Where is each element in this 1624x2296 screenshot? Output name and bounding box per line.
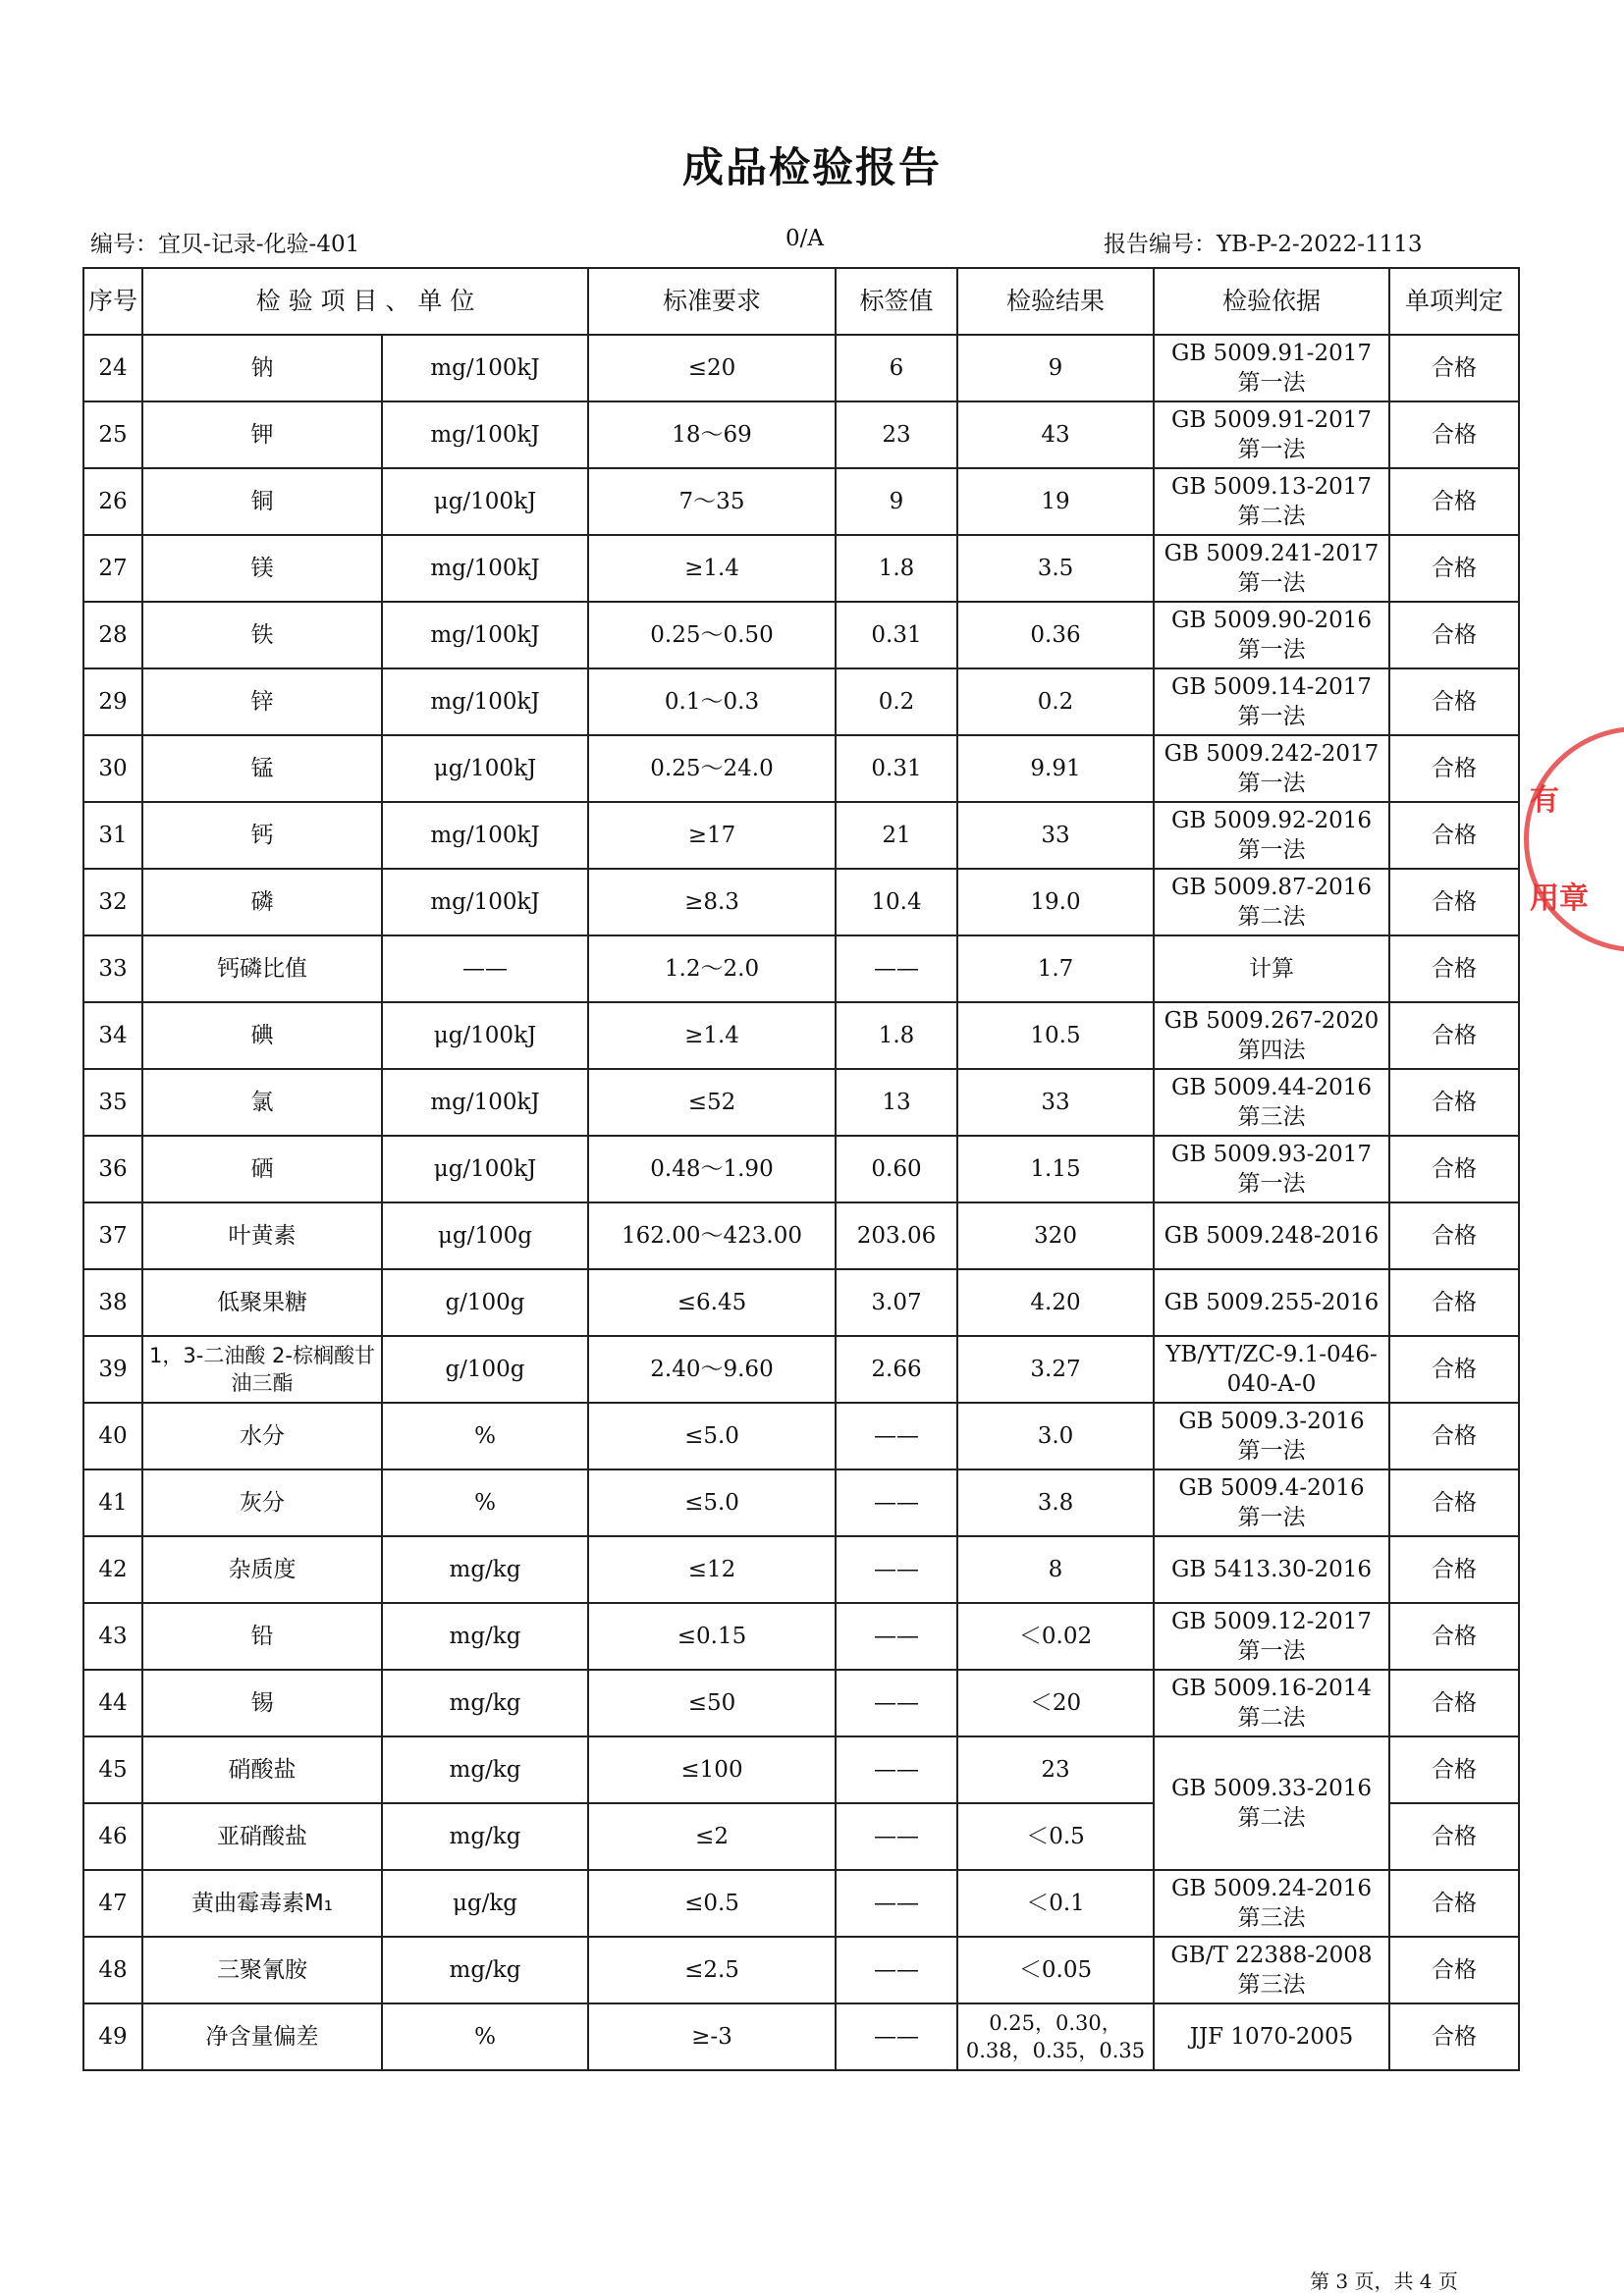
method-line: 第一法 bbox=[1237, 837, 1306, 863]
row-item: 铅 bbox=[142, 1603, 382, 1670]
table-row bbox=[83, 535, 1519, 602]
row-verdict: 合格 bbox=[1389, 1469, 1519, 1536]
row-unit: mg/100kJ bbox=[382, 335, 588, 401]
row-method bbox=[1154, 1536, 1389, 1603]
row-unit: mg/100kJ bbox=[382, 401, 588, 468]
row-result: 19.0 bbox=[957, 869, 1154, 935]
method-line: 计算 bbox=[1249, 956, 1294, 982]
row-label-value: 13 bbox=[836, 1069, 957, 1136]
stamp-text-lower: 用章 bbox=[1530, 881, 1589, 916]
row-method bbox=[1154, 1403, 1389, 1469]
row-item: 硒 bbox=[142, 1136, 382, 1202]
row-result: ＜0.05 bbox=[957, 1937, 1154, 2003]
row-method bbox=[1154, 468, 1389, 535]
row-method bbox=[1154, 1002, 1389, 1069]
row-standard: ≤2 bbox=[588, 1803, 836, 1870]
row-seq: 35 bbox=[83, 1069, 142, 1136]
row-standard: 0.25～24.0 bbox=[588, 735, 836, 802]
row-label-value: —— bbox=[836, 1937, 957, 2003]
row-label-value: 0.2 bbox=[836, 668, 957, 735]
row-standard: 7～35 bbox=[588, 468, 836, 535]
row-unit: μg/100kJ bbox=[382, 468, 588, 535]
table-row bbox=[83, 602, 1519, 668]
header-verdict: 单项判定 bbox=[1389, 268, 1519, 335]
row-unit: —— bbox=[382, 935, 588, 1002]
row-unit: μg/kg bbox=[382, 1870, 588, 1937]
row-method bbox=[1154, 335, 1389, 401]
row-seq: 24 bbox=[83, 335, 142, 401]
row-method bbox=[1154, 1603, 1389, 1670]
method-line: GB 5009.13-2017 bbox=[1170, 474, 1372, 500]
method-line: 第二法 bbox=[1237, 1805, 1306, 1831]
header-method: 检验依据 bbox=[1154, 268, 1389, 335]
row-result: 0.2 bbox=[957, 668, 1154, 735]
table-row bbox=[83, 1736, 1519, 1803]
row-seq: 40 bbox=[83, 1403, 142, 1469]
row-result: 23 bbox=[957, 1736, 1154, 1803]
row-method bbox=[1154, 602, 1389, 668]
row-verdict: 合格 bbox=[1389, 602, 1519, 668]
row-item: 硝酸盐 bbox=[142, 1736, 382, 1803]
row-method bbox=[1154, 668, 1389, 735]
row-verdict: 合格 bbox=[1389, 869, 1519, 935]
row-standard: ≤6.45 bbox=[588, 1269, 836, 1336]
row-result: 8 bbox=[957, 1536, 1154, 1603]
row-standard: ≤0.5 bbox=[588, 1870, 836, 1937]
table-row bbox=[83, 468, 1519, 535]
row-standard: ≥-3 bbox=[588, 2003, 836, 2070]
method-line: 第一法 bbox=[1237, 570, 1306, 596]
table-row bbox=[83, 1870, 1519, 1937]
row-label-value: —— bbox=[836, 1803, 957, 1870]
row-label-value: 0.31 bbox=[836, 602, 957, 668]
row-unit: mg/kg bbox=[382, 1670, 588, 1736]
row-seq: 48 bbox=[83, 1937, 142, 2003]
table-row bbox=[83, 1136, 1519, 1202]
row-label-value: 21 bbox=[836, 802, 957, 869]
row-seq: 43 bbox=[83, 1603, 142, 1670]
method-line: GB 5009.255-2016 bbox=[1164, 1290, 1380, 1315]
table-row bbox=[83, 1603, 1519, 1670]
row-item: 铁 bbox=[142, 602, 382, 668]
row-item: 碘 bbox=[142, 1002, 382, 1069]
report-title: 成品检验报告 bbox=[681, 143, 942, 191]
row-item: 铜 bbox=[142, 468, 382, 535]
row-method bbox=[1154, 401, 1389, 468]
method-line: GB/T 22388-2008 bbox=[1170, 1943, 1373, 1968]
row-verdict: 合格 bbox=[1389, 1803, 1519, 1870]
row-item: 净含量偏差 bbox=[142, 2003, 382, 2070]
row-result: 10.5 bbox=[957, 1002, 1154, 1069]
row-unit: g/100g bbox=[382, 1336, 588, 1403]
row-standard: 1.2～2.0 bbox=[588, 935, 836, 1002]
row-method bbox=[1154, 1136, 1389, 1202]
row-verdict: 合格 bbox=[1389, 668, 1519, 735]
row-unit: mg/kg bbox=[382, 1603, 588, 1670]
method-line: GB 5009.248-2016 bbox=[1164, 1223, 1380, 1249]
row-method bbox=[1154, 1736, 1389, 1870]
row-result: ＜20 bbox=[957, 1670, 1154, 1736]
header-label: 标签值 bbox=[836, 268, 957, 335]
row-result: 33 bbox=[957, 802, 1154, 869]
table-row bbox=[83, 1670, 1519, 1736]
row-seq: 37 bbox=[83, 1202, 142, 1269]
method-line: 第一法 bbox=[1237, 1505, 1306, 1530]
table-row bbox=[83, 2003, 1519, 2070]
table-row bbox=[83, 735, 1519, 802]
row-standard: ≤52 bbox=[588, 1069, 836, 1136]
row-method bbox=[1154, 1202, 1389, 1269]
method-line: 第四法 bbox=[1237, 1038, 1306, 1063]
method-line: GB 5009.91-2017 bbox=[1170, 341, 1372, 366]
row-seq: 31 bbox=[83, 802, 142, 869]
report-number: 报告编号：YB-P-2-2022-1113 bbox=[1104, 232, 1423, 257]
row-verdict: 合格 bbox=[1389, 1269, 1519, 1336]
method-line: 第三法 bbox=[1237, 1905, 1306, 1931]
row-item: 镁 bbox=[142, 535, 382, 602]
method-line: JJF 1070-2005 bbox=[1189, 2024, 1354, 2050]
row-method bbox=[1154, 1336, 1389, 1403]
row-method bbox=[1154, 2003, 1389, 2070]
row-standard: 162.00～423.00 bbox=[588, 1202, 836, 1269]
row-item: 氯 bbox=[142, 1069, 382, 1136]
row-seq: 26 bbox=[83, 468, 142, 535]
row-item: 锰 bbox=[142, 735, 382, 802]
row-label-value: 10.4 bbox=[836, 869, 957, 935]
row-standard: ≥8.3 bbox=[588, 869, 836, 935]
row-item: 灰分 bbox=[142, 1469, 382, 1536]
method-line: 第三法 bbox=[1237, 1972, 1306, 1998]
table-row bbox=[83, 802, 1519, 869]
row-seq: 44 bbox=[83, 1670, 142, 1736]
method-line: GB 5009.3-2016 bbox=[1178, 1409, 1365, 1434]
row-label-value: —— bbox=[836, 1469, 957, 1536]
document-code: 编号：宜贝-记录-化验-401 bbox=[90, 232, 360, 257]
row-seq: 25 bbox=[83, 401, 142, 468]
method-line: GB 5009.14-2017 bbox=[1170, 674, 1372, 700]
method-line: 第二法 bbox=[1237, 504, 1306, 529]
method-line: GB 5009.16-2014 bbox=[1170, 1676, 1372, 1701]
row-seq: 38 bbox=[83, 1269, 142, 1336]
row-label-value: —— bbox=[836, 1603, 957, 1670]
method-line: GB 5009.241-2017 bbox=[1164, 541, 1380, 566]
method-line: GB 5009.33-2016 bbox=[1170, 1776, 1372, 1801]
row-seq: 49 bbox=[83, 2003, 142, 2070]
row-label-value: 2.66 bbox=[836, 1336, 957, 1403]
row-verdict: 合格 bbox=[1389, 1069, 1519, 1136]
row-unit: μg/100kJ bbox=[382, 1136, 588, 1202]
row-item: 黄曲霉毒素M₁ bbox=[142, 1870, 382, 1937]
row-item: 磷 bbox=[142, 869, 382, 935]
row-verdict: 合格 bbox=[1389, 1536, 1519, 1603]
row-method bbox=[1154, 935, 1389, 1002]
row-method bbox=[1154, 735, 1389, 802]
method-line: 第二法 bbox=[1237, 904, 1306, 930]
method-line: GB 5009.92-2016 bbox=[1170, 808, 1372, 833]
row-seq: 34 bbox=[83, 1002, 142, 1069]
row-unit: μg/100kJ bbox=[382, 1002, 588, 1069]
row-label-value: —— bbox=[836, 1403, 957, 1469]
row-verdict: 合格 bbox=[1389, 335, 1519, 401]
header-result: 检验结果 bbox=[957, 268, 1154, 335]
table-row bbox=[83, 869, 1519, 935]
document-version: 0/A bbox=[785, 226, 824, 251]
row-label-value: 0.31 bbox=[836, 735, 957, 802]
row-verdict: 合格 bbox=[1389, 535, 1519, 602]
inspection-table bbox=[82, 267, 1520, 2071]
row-result: 4.20 bbox=[957, 1269, 1154, 1336]
row-label-value: —— bbox=[836, 935, 957, 1002]
row-verdict: 合格 bbox=[1389, 1336, 1519, 1403]
row-method bbox=[1154, 1937, 1389, 2003]
row-seq: 27 bbox=[83, 535, 142, 602]
row-method bbox=[1154, 869, 1389, 935]
row-unit: mg/kg bbox=[382, 1736, 588, 1803]
row-seq: 28 bbox=[83, 602, 142, 668]
row-seq: 29 bbox=[83, 668, 142, 735]
row-method bbox=[1154, 1870, 1389, 1937]
row-result: 3.5 bbox=[957, 535, 1154, 602]
row-item: 叶黄素 bbox=[142, 1202, 382, 1269]
row-result: 43 bbox=[957, 401, 1154, 468]
row-result: 3.0 bbox=[957, 1403, 1154, 1469]
row-item: 钾 bbox=[142, 401, 382, 468]
row-result: 3.27 bbox=[957, 1336, 1154, 1403]
method-line: 第一法 bbox=[1237, 771, 1306, 796]
row-result: 3.8 bbox=[957, 1469, 1154, 1536]
red-seal-stamp bbox=[1524, 726, 1624, 952]
row-item: 三聚氰胺 bbox=[142, 1937, 382, 2003]
method-line: 第一法 bbox=[1237, 1171, 1306, 1197]
row-verdict: 合格 bbox=[1389, 802, 1519, 869]
method-line: 第三法 bbox=[1237, 1104, 1306, 1130]
row-item: 1，3-二油酸 2-棕榈酸甘油三酯 bbox=[142, 1336, 382, 1403]
row-verdict: 合格 bbox=[1389, 1736, 1519, 1803]
row-verdict: 合格 bbox=[1389, 1870, 1519, 1937]
row-seq: 33 bbox=[83, 935, 142, 1002]
row-result: ＜0.5 bbox=[957, 1803, 1154, 1870]
method-line: 040-A-0 bbox=[1226, 1371, 1317, 1397]
row-unit: mg/100kJ bbox=[382, 535, 588, 602]
row-label-value: —— bbox=[836, 1870, 957, 1937]
row-item: 钙 bbox=[142, 802, 382, 869]
row-verdict: 合格 bbox=[1389, 1937, 1519, 2003]
method-line: GB 5009.93-2017 bbox=[1170, 1142, 1372, 1167]
row-seq: 42 bbox=[83, 1536, 142, 1603]
row-seq: 41 bbox=[83, 1469, 142, 1536]
row-seq: 36 bbox=[83, 1136, 142, 1202]
method-line: 第一法 bbox=[1237, 1438, 1306, 1464]
row-label-value: 3.07 bbox=[836, 1269, 957, 1336]
row-result: 0.36 bbox=[957, 602, 1154, 668]
table-row bbox=[83, 1937, 1519, 2003]
row-verdict: 合格 bbox=[1389, 1403, 1519, 1469]
row-label-value: —— bbox=[836, 2003, 957, 2070]
method-line: 第二法 bbox=[1237, 1705, 1306, 1731]
row-seq: 45 bbox=[83, 1736, 142, 1803]
table-row bbox=[83, 1469, 1519, 1536]
row-verdict: 合格 bbox=[1389, 401, 1519, 468]
row-result: 320 bbox=[957, 1202, 1154, 1269]
row-unit: mg/kg bbox=[382, 1937, 588, 2003]
row-standard: ≤50 bbox=[588, 1670, 836, 1736]
row-unit: mg/100kJ bbox=[382, 602, 588, 668]
row-result: 9.91 bbox=[957, 735, 1154, 802]
row-method bbox=[1154, 535, 1389, 602]
method-line: GB 5009.12-2017 bbox=[1170, 1609, 1372, 1634]
method-line: 第一法 bbox=[1237, 437, 1306, 462]
row-unit: mg/100kJ bbox=[382, 802, 588, 869]
row-unit: % bbox=[382, 1403, 588, 1469]
header-item-unit: 检 验 项 目 、 单 位 bbox=[142, 268, 588, 335]
row-seq: 47 bbox=[83, 1870, 142, 1937]
row-method bbox=[1154, 802, 1389, 869]
row-label-value: 203.06 bbox=[836, 1202, 957, 1269]
page-footer: 第 3 页，共 4 页 bbox=[1310, 2269, 1458, 2293]
row-label-value: —— bbox=[836, 1536, 957, 1603]
row-label-value: 9 bbox=[836, 468, 957, 535]
row-result: 19 bbox=[957, 468, 1154, 535]
row-label-value: 6 bbox=[836, 335, 957, 401]
row-verdict: 合格 bbox=[1389, 735, 1519, 802]
row-standard: ≤100 bbox=[588, 1736, 836, 1803]
row-standard: 18～69 bbox=[588, 401, 836, 468]
row-item: 低聚果糖 bbox=[142, 1269, 382, 1336]
row-standard: ≥17 bbox=[588, 802, 836, 869]
row-result: 1.7 bbox=[957, 935, 1154, 1002]
method-line: 第一法 bbox=[1237, 704, 1306, 729]
table-row bbox=[83, 1536, 1519, 1603]
row-label-value: 23 bbox=[836, 401, 957, 468]
method-line: GB 5009.242-2017 bbox=[1164, 741, 1380, 767]
row-unit: mg/100kJ bbox=[382, 1069, 588, 1136]
row-standard: 0.1～0.3 bbox=[588, 668, 836, 735]
row-standard: 2.40～9.60 bbox=[588, 1336, 836, 1403]
row-verdict: 合格 bbox=[1389, 468, 1519, 535]
row-verdict: 合格 bbox=[1389, 935, 1519, 1002]
method-line: GB 5009.87-2016 bbox=[1170, 875, 1372, 900]
row-method bbox=[1154, 1469, 1389, 1536]
table-row bbox=[83, 1269, 1519, 1336]
row-seq: 39 bbox=[83, 1336, 142, 1403]
table-row bbox=[83, 1069, 1519, 1136]
table-row bbox=[83, 1202, 1519, 1269]
row-unit: g/100g bbox=[382, 1269, 588, 1336]
row-item: 亚硝酸盐 bbox=[142, 1803, 382, 1870]
method-line: 第一法 bbox=[1237, 370, 1306, 396]
method-line: 第一法 bbox=[1237, 1638, 1306, 1664]
row-standard: ≤2.5 bbox=[588, 1937, 836, 2003]
row-item: 杂质度 bbox=[142, 1536, 382, 1603]
row-result: 1.15 bbox=[957, 1136, 1154, 1202]
row-unit: mg/100kJ bbox=[382, 668, 588, 735]
row-standard: ≥1.4 bbox=[588, 535, 836, 602]
method-line: GB 5413.30-2016 bbox=[1170, 1557, 1372, 1582]
row-unit: μg/100kJ bbox=[382, 735, 588, 802]
table-row bbox=[83, 1403, 1519, 1469]
method-line: GB 5009.24-2016 bbox=[1170, 1876, 1372, 1901]
row-standard: 0.25～0.50 bbox=[588, 602, 836, 668]
row-result: 33 bbox=[957, 1069, 1154, 1136]
header-seq: 序号 bbox=[83, 268, 142, 335]
row-standard: ≤0.15 bbox=[588, 1603, 836, 1670]
row-result: 9 bbox=[957, 335, 1154, 401]
row-standard: ≤5.0 bbox=[588, 1469, 836, 1536]
stamp-text-upper: 有 bbox=[1530, 783, 1559, 818]
row-method bbox=[1154, 1269, 1389, 1336]
row-unit: mg/100kJ bbox=[382, 869, 588, 935]
row-result: ＜0.02 bbox=[957, 1603, 1154, 1670]
row-item: 水分 bbox=[142, 1403, 382, 1469]
method-line: GB 5009.44-2016 bbox=[1170, 1075, 1372, 1100]
row-verdict: 合格 bbox=[1389, 1202, 1519, 1269]
table-row bbox=[83, 1336, 1519, 1403]
row-verdict: 合格 bbox=[1389, 1136, 1519, 1202]
row-item: 钠 bbox=[142, 335, 382, 401]
row-result: ＜0.1 bbox=[957, 1870, 1154, 1937]
row-item: 钙磷比值 bbox=[142, 935, 382, 1002]
row-unit: % bbox=[382, 2003, 588, 2070]
row-method bbox=[1154, 1670, 1389, 1736]
row-unit: mg/kg bbox=[382, 1803, 588, 1870]
row-standard: ≤5.0 bbox=[588, 1403, 836, 1469]
method-line: YB/YT/ZC-9.1-046- bbox=[1165, 1342, 1378, 1367]
row-label-value: —— bbox=[836, 1670, 957, 1736]
row-unit: μg/100g bbox=[382, 1202, 588, 1269]
header-standard: 标准要求 bbox=[588, 268, 836, 335]
row-verdict: 合格 bbox=[1389, 1603, 1519, 1670]
row-unit: mg/kg bbox=[382, 1536, 588, 1603]
row-label-value: 1.8 bbox=[836, 1002, 957, 1069]
table-row bbox=[83, 1002, 1519, 1069]
method-line: GB 5009.267-2020 bbox=[1164, 1008, 1380, 1034]
row-seq: 46 bbox=[83, 1803, 142, 1870]
table-row bbox=[83, 668, 1519, 735]
row-item: 锡 bbox=[142, 1670, 382, 1736]
table-row bbox=[83, 335, 1519, 401]
method-line: GB 5009.90-2016 bbox=[1170, 608, 1372, 633]
method-line: GB 5009.91-2017 bbox=[1170, 407, 1372, 433]
row-standard: ≤12 bbox=[588, 1536, 836, 1603]
row-result: 0.25，0.30，0.38，0.35，0.35 bbox=[957, 2003, 1154, 2070]
row-verdict: 合格 bbox=[1389, 1670, 1519, 1736]
row-label-value: —— bbox=[836, 1736, 957, 1803]
row-seq: 30 bbox=[83, 735, 142, 802]
row-method bbox=[1154, 1069, 1389, 1136]
table-header-row bbox=[83, 268, 1519, 335]
table-row bbox=[83, 401, 1519, 468]
method-line: GB 5009.4-2016 bbox=[1178, 1475, 1365, 1501]
table-row bbox=[83, 935, 1519, 1002]
row-label-value: 1.8 bbox=[836, 535, 957, 602]
row-standard: 0.48～1.90 bbox=[588, 1136, 836, 1202]
table-body bbox=[83, 335, 1519, 2070]
row-unit: % bbox=[382, 1469, 588, 1536]
row-standard: ≥1.4 bbox=[588, 1002, 836, 1069]
row-verdict: 合格 bbox=[1389, 1002, 1519, 1069]
row-standard: ≤20 bbox=[588, 335, 836, 401]
row-seq: 32 bbox=[83, 869, 142, 935]
row-verdict: 合格 bbox=[1389, 2003, 1519, 2070]
row-label-value: 0.60 bbox=[836, 1136, 957, 1202]
method-line: 第一法 bbox=[1237, 637, 1306, 663]
row-item: 锌 bbox=[142, 668, 382, 735]
